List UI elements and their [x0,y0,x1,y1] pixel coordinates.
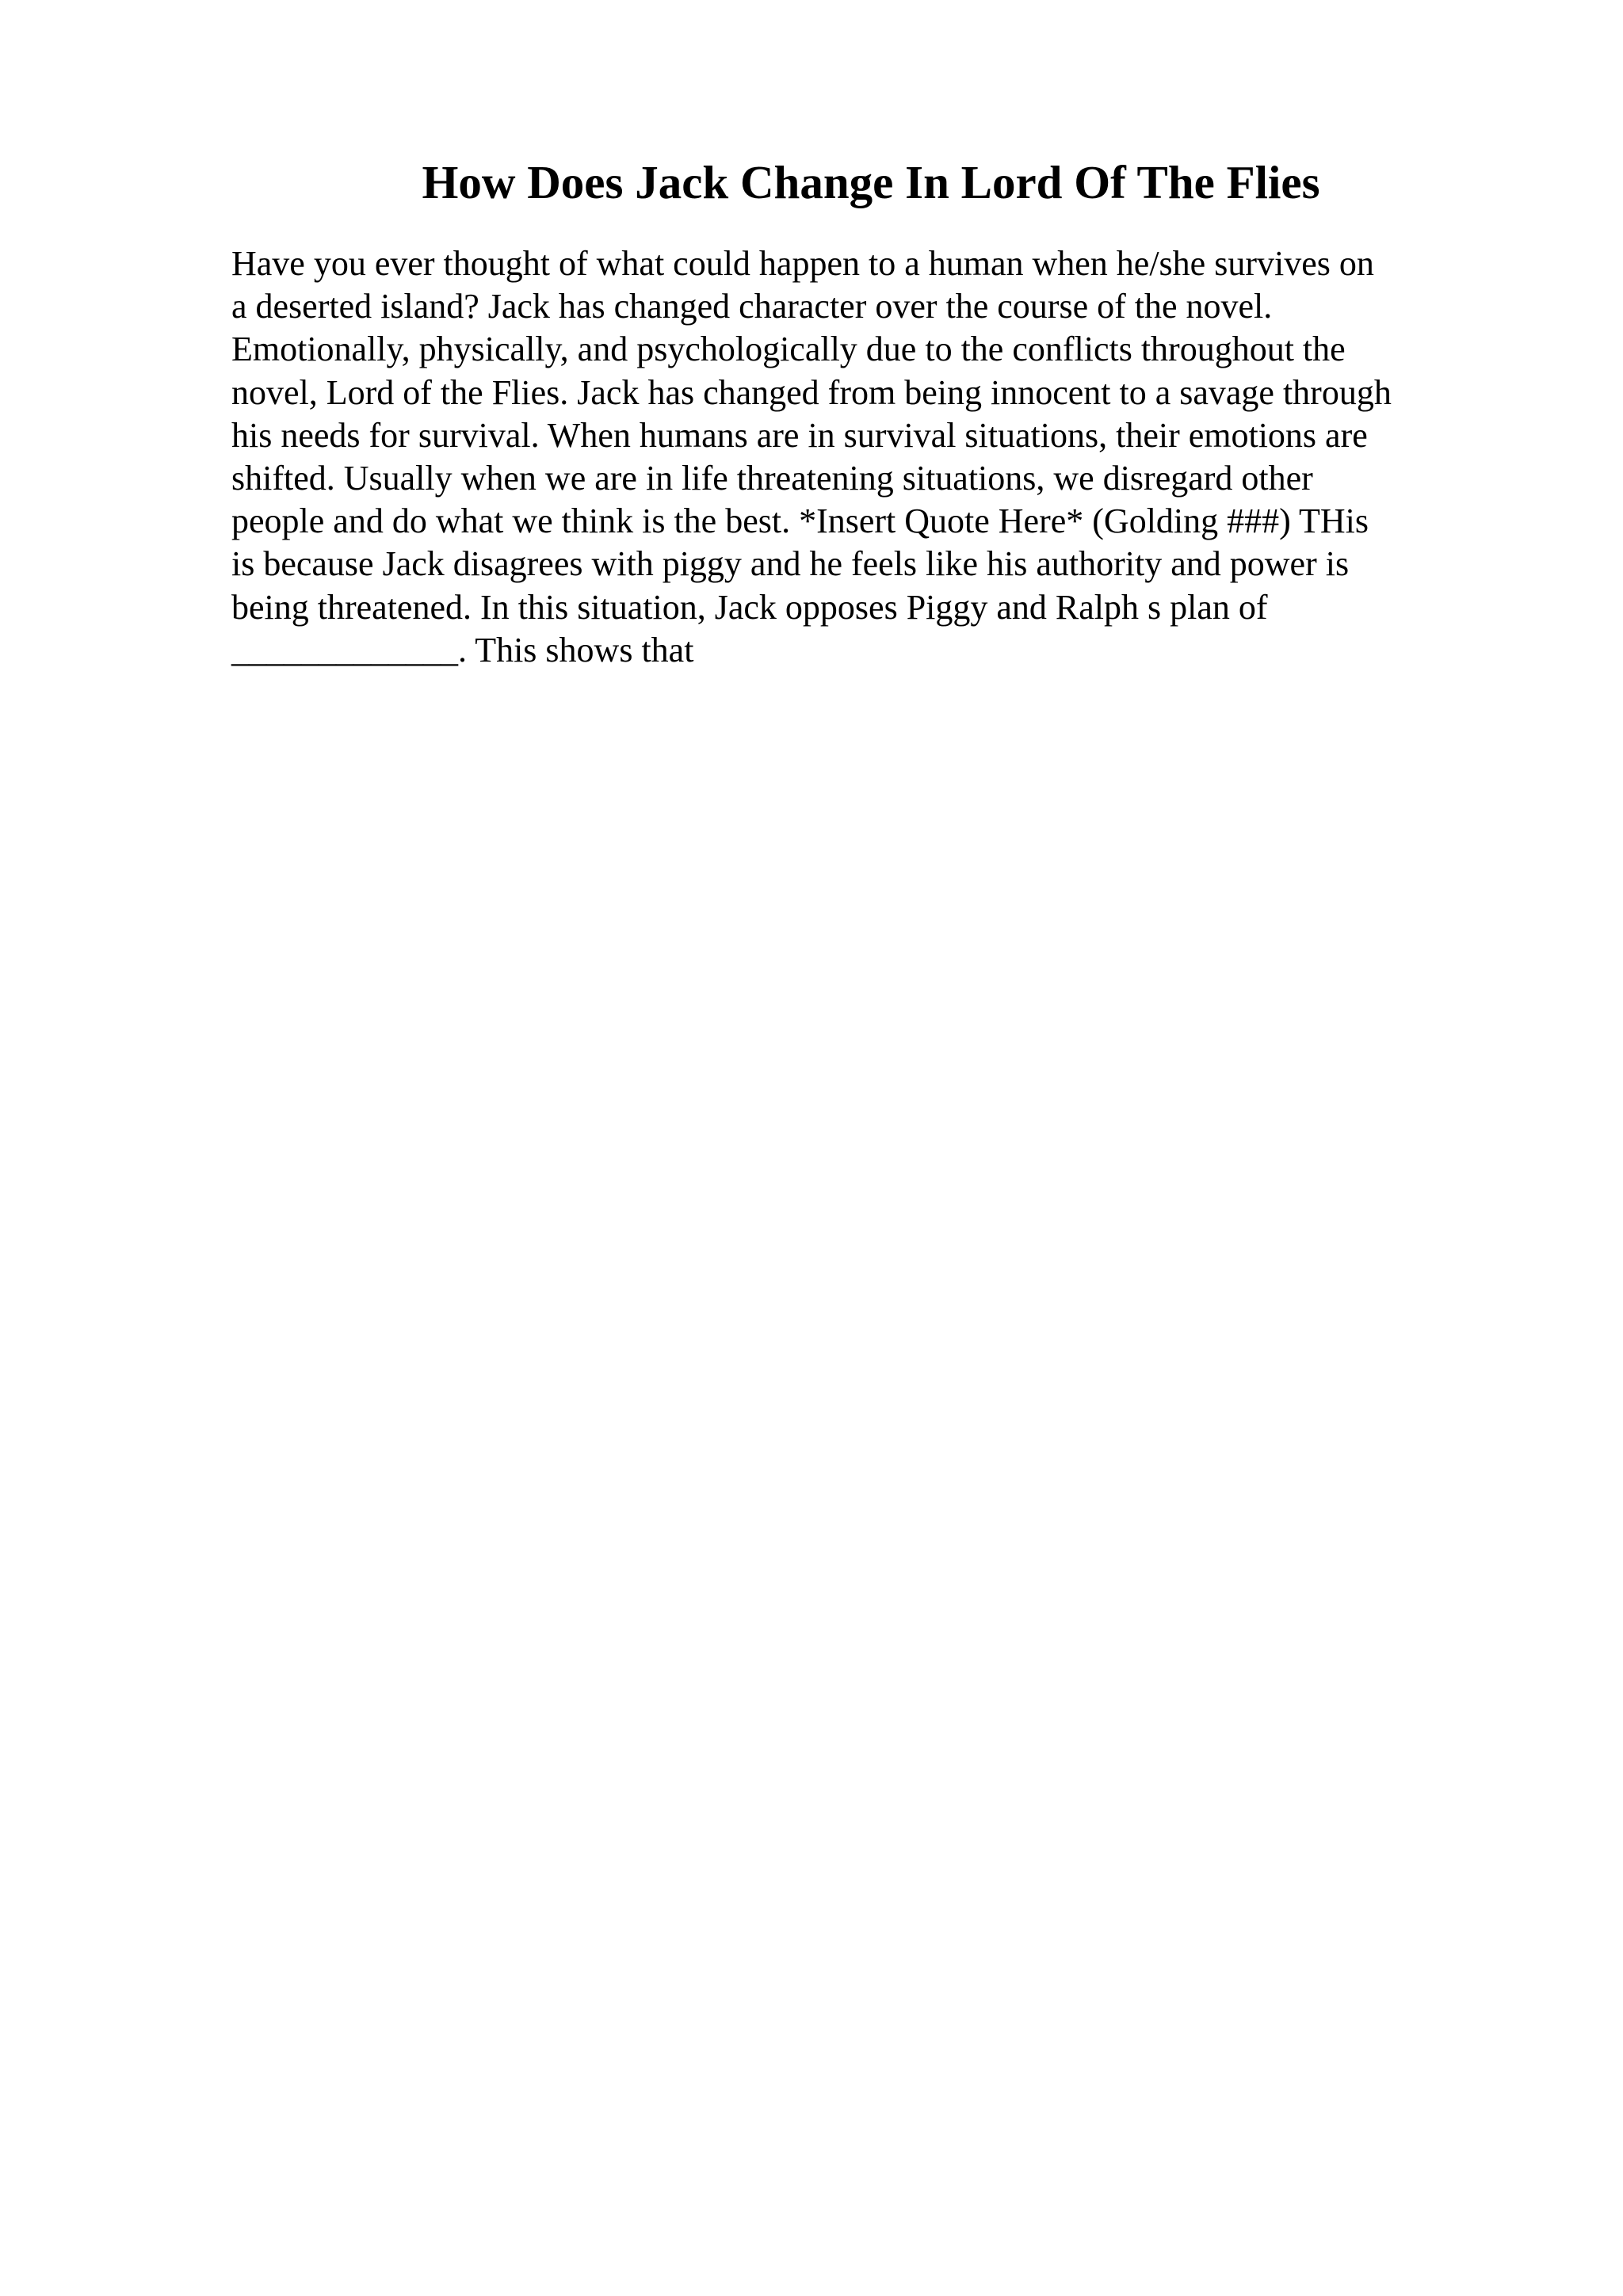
paragraph-line: a deserted island? Jack has changed character over the course of the novel. [231,287,1273,326]
paragraph-line: shifted. Usually when we are in life threatening situations, we disregard other [231,459,1313,498]
paragraph-line: Emotionally, physically, and psychologically due to the conflicts throughout the [231,330,1346,369]
document-title: How Does Jack Change In Lord Of The Flies [422,156,1320,208]
paragraph-line: his needs for survival. When humans are in survival situations, their emotions are [231,415,1368,455]
paragraph-line: novel, Lord of the Flies. Jack has changed from being innocent to a savage through [231,372,1392,412]
paragraph-line: being threatened. In this situation, Jack opposes Piggy and Ralph s plan of [231,587,1268,627]
paragraph-line: Have you ever thought of what could happen to a human when he/she survives on [231,244,1374,283]
paragraph-line: is because Jack disagrees with piggy and he feels like his authority and power is [231,544,1350,584]
body-paragraph [231,242,1468,672]
paragraph-line: _____________. This shows that [231,630,694,669]
paragraph-line: people and do what we think is the best. *Insert Quote Here* (Golding ###) THis [231,502,1369,541]
